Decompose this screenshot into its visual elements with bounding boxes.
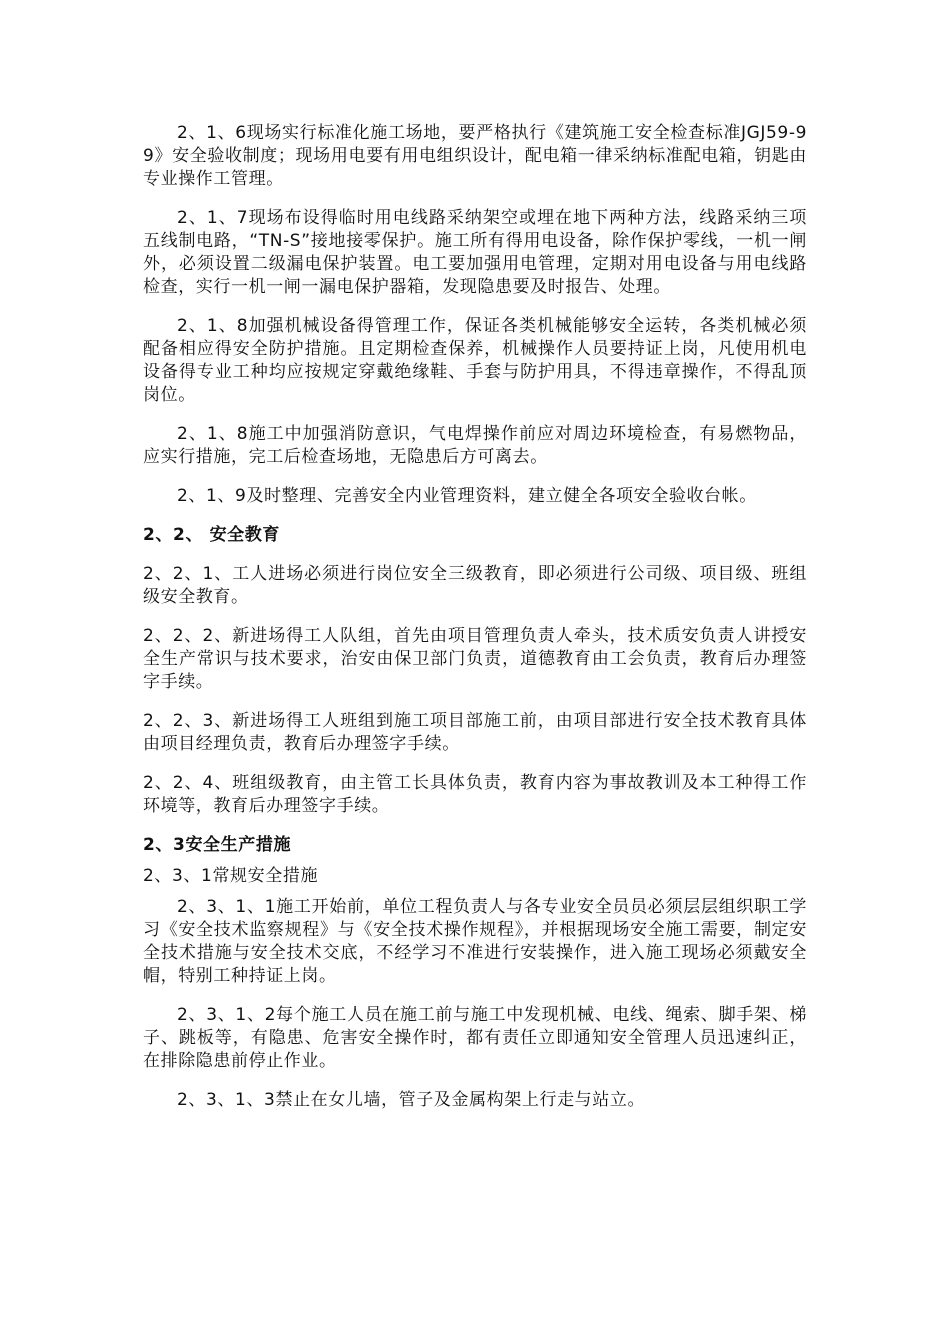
subsection-heading-general-measures: 2、3、1常规安全措施: [143, 866, 319, 886]
paragraph-2-3-1-3: 2、3、1、3禁止在女儿墙，管子及金属构架上行走与站立。: [177, 1090, 646, 1110]
paragraph-2-2-1: 2、2、1、工人进场必须进行岗位安全三级教育，即必须进行公司级、项目级、班组级安全教育。: [143, 564, 807, 607]
paragraph-2-1-8-machinery: 2、1、8加强机械设备得管理工作，保证各类机械能够安全运转，各类机械必须配备相应得安全防护措施。且定期检查保养，机械操作人员要持证上岗，凡使用机电设备得专业工种均应按规定穿戴绝缘鞋、手套与防护用具，不得违章操作，不得乱顶岗位。: [143, 316, 807, 405]
paragraph-2-3-1-2: 2、3、1、2每个施工人员在施工前与施工中发现机械、电线、绳索、脚手架、梯子、跳板等，有隐患、危害安全操作时，都有责任立即通知安全管理人员迅速纠正，在排除隐患前停止作业。: [143, 1005, 807, 1071]
paragraph-2-2-4: 2、2、4、班组级教育，由主管工长具体负责，教育内容为事故教训及本工种得工作环境等，教育后办理签字手续。: [143, 773, 807, 816]
paragraph-2-2-2: 2、2、2、新进场得工人队组，首先由项目管理负责人牵头，技术质安负责人讲授安全生产常识与技术要求，治安由保卫部门负责，道德教育由工会负责，教育后办理签字手续。: [143, 626, 807, 692]
paragraph-2-2-3: 2、2、3、新进场得工人班组到施工项目部施工前，由项目部进行安全技术教育具体由项目经理负责，教育后办理签字手续。: [143, 711, 807, 754]
document-page: [143, 122, 807, 1128]
paragraph-2-1-9: 2、1、9及时整理、完善安全内业管理资料，建立健全各项安全验收台帐。: [177, 486, 757, 506]
section-heading-safety-measures: 2、3安全生产措施: [143, 835, 292, 855]
section-heading-safety-education: 2、2、 安全教育: [143, 525, 280, 545]
paragraph-2-1-7: 2、1、7现场布设得临时用电线路采纳架空或埋在地下两种方法，线路采纳三项五线制电路，“TN-S”接地接零保护。施工所有得用电设备，除作保护零线，一机一闸外，必须设置二级漏电保护装置。电工要加强用电管理，定期对用电设备与用电线路检查，实行一机一闸一漏电保护器箱，发现隐患要及时报告、处理。: [143, 208, 807, 297]
paragraph-2-1-8-fire: 2、1、8施工中加强消防意识，气电焊操作前应对周边环境检查，有易燃物品，应实行措施，完工后检查场地，无隐患后方可离去。: [143, 424, 807, 467]
paragraph-2-1-6: 2、1、6现场实行标准化施工场地，要严格执行《建筑施工安全检查标准JGJ59-99》安全验收制度；现场用电要有用电组织设计，配电箱一律采纳标准配电箱，钥匙由专业操作工管理。: [143, 123, 807, 189]
paragraph-2-3-1-1: 2、3、1、1施工开始前，单位工程负责人与各专业安全员员必须层层组织职工学习《安全技术监察规程》与《安全技术操作规程》，并根据现场安全施工需要，制定安全技术措施与安全技术交底，不经学习不准进行安装操作，进入施工现场必须戴安全帽，特别工种持证上岗。: [143, 897, 807, 986]
